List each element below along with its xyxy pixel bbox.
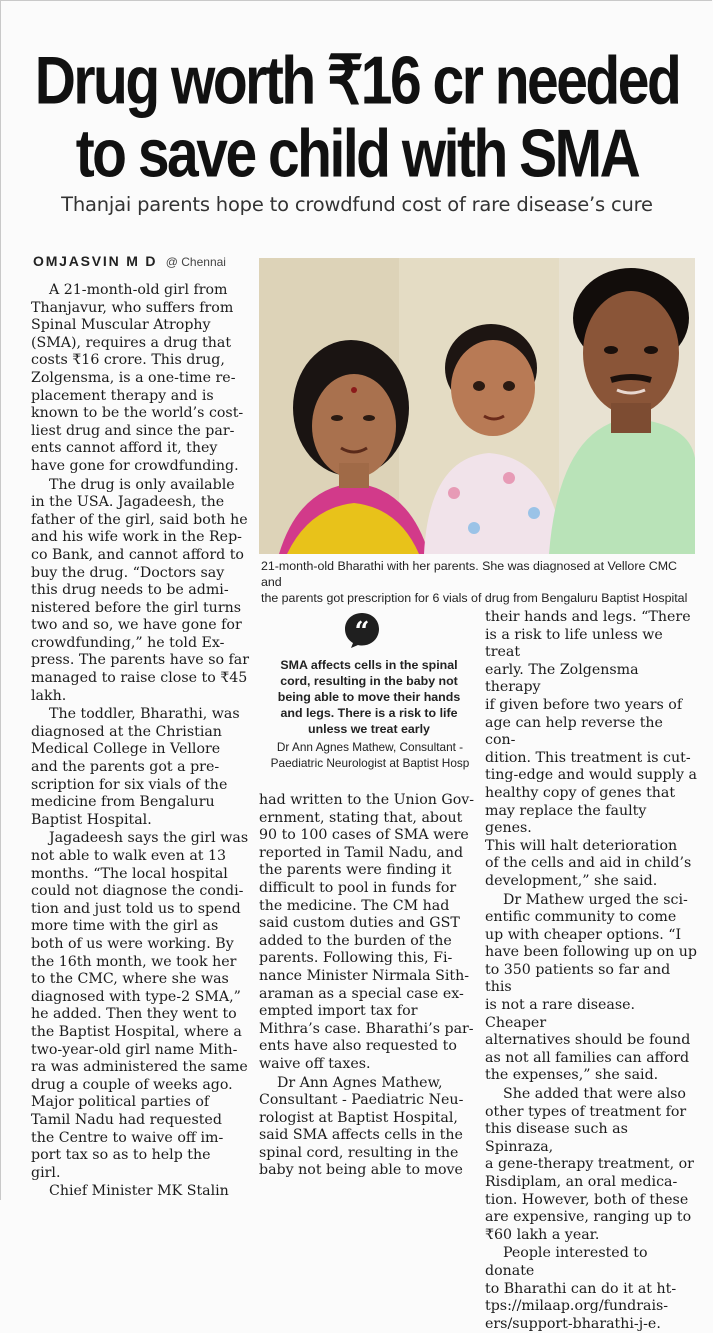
paragraph: She added that were also other types of treatment for this disease such as Spinraza, a gene-therapy treatment, or Risdiplam, an oral medica- tion. However, both of these are expensive, ranging up to ₹60 lakh a year. (485, 1086, 694, 1243)
paragraph: Jagadeesh says the girl was not able to walk even at 13 months. “The local hospital could not diagnose the condi- tion and just told us to spend more time with the girl as both of us were working. By the 16th month, we took her to the CMC, where she was diagnosed with type-2 SMA,” he added. Then they went to the Baptist Hospital, where a two-year-old girl name Mith- ra was administered the same drug a couple of weeks ago. Major political parties of Tamil Nadu had requested the Centre to waive off im- port tax so as to help the girl. (31, 830, 249, 1181)
article-column-3 (485, 609, 697, 1332)
photo-caption: 21-month-old Bharathi with her parents. She was diagnosed at Vellore CMC and the parents got prescription for 6 vials of drug from Bengaluru Baptist Hospital (261, 559, 688, 605)
article-column-2 (259, 792, 477, 1192)
byline-location: @ Chennai (165, 255, 226, 269)
paragraph: Dr Ann Agnes Mathew, Consultant - Paediatric Neu- rologist at Baptist Hospital, said SMA affects cells in the spinal cord, resulting in the baby not being able to move (259, 1074, 464, 1179)
pull-quote (259, 611, 479, 783)
paragraph: A 21-month-old girl from Thanjavur, who suffers from Spinal Muscular Atrophy (SMA), requires a drug that costs ₹16 crore. This drug, Zolgensma, is a one-time re- placement therapy and is known to be the world’s cost- liest drug and since the par- ents cannot afford it, they have gone for crowdfunding. (31, 282, 244, 474)
pull-quote-text: SMA affects cells in the spinal cord, resulting in the baby not being able to move their hands and legs. There is a risk to life unless we treat early (277, 658, 461, 736)
family-photo-illustration (259, 258, 695, 554)
article-column-1 (31, 282, 253, 1200)
paragraph: Dr Mathew urged the sci- entific community to come up with cheaper options. “I have been following up on up to 350 patients so far and this is not a rare disease. Cheaper alternatives should be found as not all families can afford the expenses,” she said. (485, 891, 697, 1084)
svg-text:“: “ (354, 617, 370, 647)
paragraph: The toddler, Bharathi, was diagnosed at the Christian Medical College in Vellore and the parents got a pre- scription for six vials of the medicine from Bengaluru Baptist Hospital. (31, 706, 240, 828)
paragraph: People interested to donate to Bharathi can do it at ht- tps://milaap.org/fundrais- ers/support-bharathi-j-e. (485, 1245, 677, 1332)
byline-author: OMJASVIN M D (33, 253, 158, 269)
byline (33, 253, 226, 271)
paragraph: had written to the Union Gov- ernment, stating that, about 90 to 100 cases of SMA were reported in Tamil Nadu, and the parents were finding it difficult to pool in funds for the medicine. The CM had said custom duties and GST added to the burden of the parents. Following this, Fi- nance Minister Nirmala Sith- araman as a special case ex- empted import tax for Mithra’s case. Bharathi’s par- ents have also requested to waive off taxes. (259, 792, 475, 1072)
paragraph: their hands and legs. “There is a risk to life unless we treat early. The Zolgensma therapy if given before two years of age can help reverse the con- dition. This treatment is cut- ting-edge and would supply a healthy copy of genes that may replace the faulty genes. This will halt deterioration of the cells and aid in child’s development,” she said. (485, 609, 697, 889)
subheadline: Thanjai parents hope to crowdfund cost of rare disease’s cure (61, 193, 653, 216)
family-photo (259, 258, 695, 554)
pull-quote-attribution: Dr Ann Agnes Mathew, Consultant - Paediatric Neurologist at Baptist Hosp (270, 740, 470, 770)
paragraph: Chief Minister MK Stalin (49, 1183, 229, 1200)
headline-line-2: to save child with SMA (75, 116, 639, 192)
paragraph: The drug is only available in the USA. Jagadeesh, the father of the girl, said both he and his wife work in the Rep- co Bank, and cannot afford to buy the drug. “Doctors say this drug needs to be admi- nistered before the girl turns two and so, we have gone for crowdfunding,” he told Ex- press. The parents have so far managed to raise close to ₹45 lakh. (31, 476, 250, 704)
headline-line-1: Drug worth ₹16 cr needed (34, 43, 680, 119)
quote-icon (343, 611, 381, 649)
